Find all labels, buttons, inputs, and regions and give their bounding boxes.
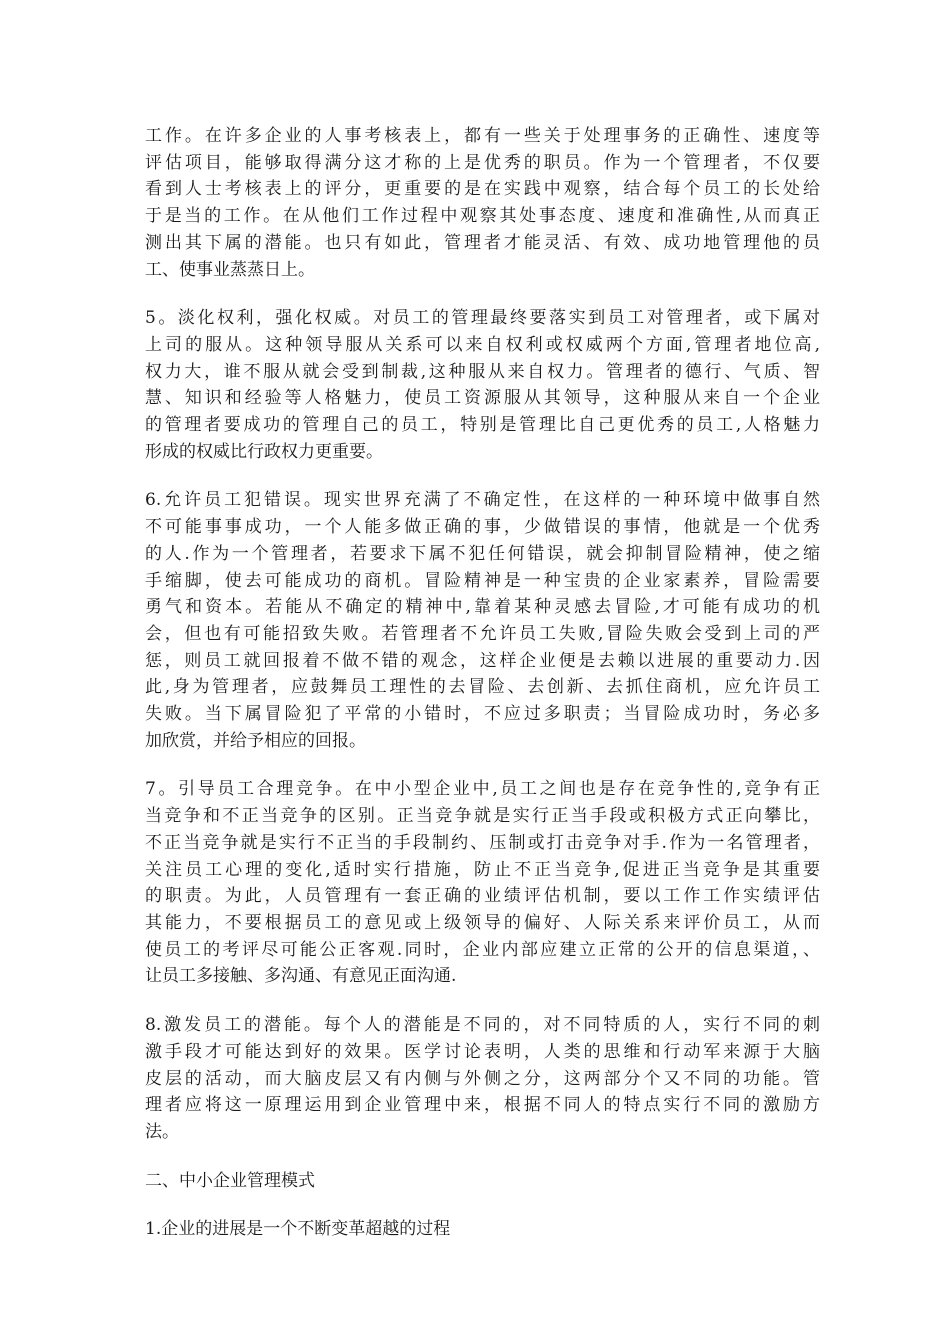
paragraph-6 (145, 487, 820, 754)
text-line: 使员工的考评尽可能公正客观.同时，企业内部应建立正常的公开的信息渠道，、 (145, 939, 820, 960)
text-line: 手缩脚，使去可能成功的商机。冒险精神是一种宝贵的企业家素养，冒险需要 (145, 570, 820, 591)
text-line: 上司的服从。这种领导服从关系可以来自权利或权威两个方面,管理者地位高, (145, 334, 820, 355)
text-line: 慧、知识和经验等人格魅力，使员工资源服从其领导，这种服从来自一个企业 (145, 388, 820, 409)
text-line: 工、使事业蒸蒸日上。 (145, 259, 315, 280)
text-line: 工作。在许多企业的人事考核表上，都有一些关于处理事务的正确性、速度等 (145, 126, 820, 146)
text-line: 惩，则员工就回报着不做不错的观念，这样企业便是去赖以进展的重要动力.因 (145, 650, 820, 671)
text-line: 关注员工心理的变化,适时实行措施，防止不正当竞争,促进正当竞争是其重要 (145, 859, 820, 880)
text-line: 皮层的活动，而大脑皮层又有内侧与外侧之分，这两部分个又不同的功能。管 (145, 1068, 820, 1089)
text-line: 激手段才可能达到好的效果。医学讨论表明，人类的思维和行动军来源于大脑 (145, 1041, 820, 1062)
document-body (145, 123, 820, 1265)
text-line: 加欣赏，并给予相应的回报。 (145, 730, 366, 751)
text-line: 于是当的工作。在从他们工作过程中观察其处事态度、速度和准确性,从而真正 (145, 206, 820, 227)
text-line: 的人.作为一个管理者，若要求下属不犯任何错误，就会抑制冒险精神，使之缩 (145, 543, 820, 564)
text-line: 勇气和资本。若能从不确定的精神中,靠着某种灵感去冒险,才可能有成功的机 (145, 597, 820, 618)
text-line: 失败。当下属冒险犯了平常的小错时，不应过多职责；当冒险成功时，务必多 (145, 704, 820, 725)
text-line: 会，但也有可能招致失败。若管理者不允许员工失败,冒险失败会受到上司的严 (145, 623, 820, 644)
paragraph-5 (145, 305, 820, 465)
text-line: 的职责。为此，人员管理有一套正确的业绩评估机制，要以工作工作实绩评估 (145, 886, 820, 907)
text-line: 法。 (145, 1121, 179, 1142)
text-line: 形成的权威比行政权力更重要。 (145, 441, 383, 462)
subheading: 1.企业的进展是一个不断变革超越的过程 (145, 1219, 451, 1240)
text-line: 的管理者要成功的管理自己的员工，特别是管理比自己更优秀的员工,人格魅力 (145, 415, 820, 436)
text-line: 让员工多接触、多沟通、有意见正面沟通. (145, 966, 457, 987)
text-line: 此,身为管理者，应鼓舞员工理性的去冒险、去创新、去抓住商机，应允许员工 (145, 677, 820, 698)
text-line: 不可能事事成功，一个人能多做正确的事，少做错误的事情，他就是一个优秀 (145, 517, 820, 538)
paragraph-8 (145, 1012, 820, 1146)
text-line: 测出其下属的潜能。也只有如此，管理者才能灵活、有效、成功地管理他的员 (145, 232, 820, 253)
text-line: 当竞争和不正当竞争的区别。正当竞争就是实行正当手段或积极方式正向攀比， (145, 806, 820, 827)
section-heading: 二、中小企业管理模式 (145, 1170, 315, 1191)
text-line: 6.允许员工犯错误。现实世界充满了不确定性，在这样的一种环境中做事自然 (145, 490, 820, 511)
text-line: 不正当竞争就是实行不正当的手段制约、压制或打击竞争对手.作为一名管理者， (145, 832, 820, 853)
text-line: 评估项目，能够取得满分这才称的上是优秀的职员。作为一个管理者，不仅要 (145, 152, 820, 173)
text-line: 理者应将这一原理运用到企业管理中来，根据不同人的特点实行不同的激励方 (145, 1095, 820, 1116)
text-line: 8.激发员工的潜能。每个人的潜能是不同的，对不同特质的人，实行不同的刺 (145, 1015, 820, 1036)
paragraph-7 (145, 776, 820, 990)
text-line: 权力大，谁不服从就会受到制裁,这种服从来自权力。管理者的德行、气质、智 (145, 361, 820, 382)
text-line: 其能力，不要根据员工的意见或上级领导的偏好、人际关系来评价员工，从而 (145, 912, 820, 933)
text-line: 5。淡化权利，强化权威。对员工的管理最终要落实到员工对管理者，或下属对 (145, 308, 820, 329)
paragraph-1 (145, 123, 820, 283)
text-line: 看到人士考核表上的评分，更重要的是在实践中观察，结合每个员工的长处给 (145, 179, 820, 200)
text-line: 7。引导员工合理竞争。在中小型企业中,员工之间也是存在竞争性的,竞争有正 (145, 779, 820, 800)
